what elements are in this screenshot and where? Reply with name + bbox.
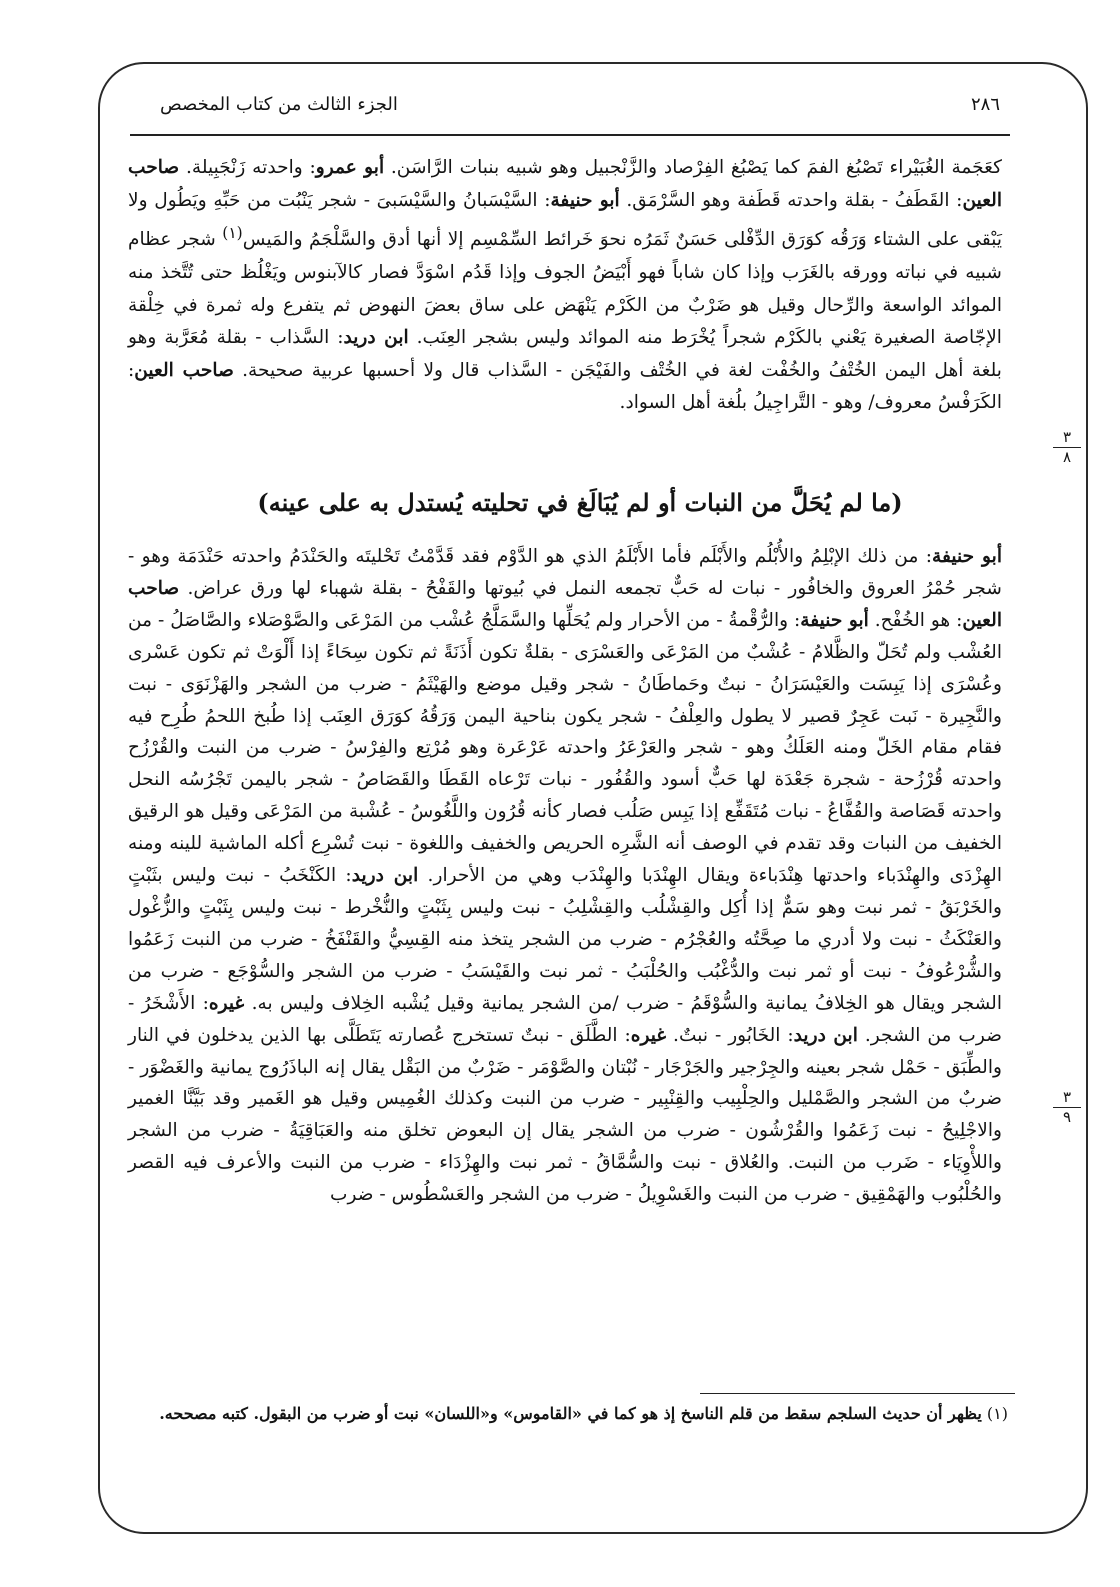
marker-volume: ٣ bbox=[1062, 428, 1072, 446]
text-run: : السَّيْسَبانُ والسَّيْسَبىَ - شجر يَنْبُت من حَبِّهِ ويَطُول ولا يَبْقى على الشتاء وَرَقُه كوَرَق الدِّفْلى حَسَنٌ ثَمَرُه نحوَ خَرائط السِّمْسِم إلا أنها أدق والسَّلْجَمُ والمَيس bbox=[128, 189, 1003, 251]
author-name: صاحب العين bbox=[128, 157, 1003, 211]
marker-page: ٨ bbox=[1062, 448, 1072, 466]
paragraph bbox=[128, 541, 1002, 1211]
author-name: صاحب العين bbox=[128, 577, 1002, 631]
margin-page-marker bbox=[1050, 430, 1084, 465]
text-run: : هو الخُفْح. bbox=[868, 609, 963, 631]
author-name: صاحب العين bbox=[134, 359, 234, 381]
marker-page: ٩ bbox=[1062, 1108, 1072, 1126]
text-run: : واحدته زَنْجَبِيلة. bbox=[179, 157, 316, 178]
footnote-rule bbox=[700, 1393, 1015, 1394]
footnote-text: يظهر أن حديث السلجم سقط من قلم الناسخ إذ هو كما في «القاموس» و«اللسان» نبت أو ضرب من البقول. كتبه مصححه. bbox=[159, 1404, 982, 1423]
marker-volume: ٣ bbox=[1062, 1088, 1072, 1106]
footnote-number: (١) bbox=[981, 1404, 1008, 1423]
author-name: أبو حنيفة bbox=[800, 609, 869, 631]
author-name: ابن دريد bbox=[793, 1024, 858, 1046]
text-run: : الخَابُور - نبتٌ. bbox=[666, 1024, 794, 1046]
author-name: أبو حنيفة bbox=[932, 546, 1002, 567]
text-run: : الطَّلَق - نبتٌ تستخرج عُصارته يَتَطَلَّى بها الذين يدخلون في النار والطِّبَق - حَمْل شجر بعينه والجِرْجير والجَرْجَار - نُبْتان والصَّوْمَر - ضَرْبٌ من البَقْل يقال إنه الباذَرُوج يمانية والغَضْوَر - ضربٌ من الشجر والصَّمْليل والحِلْبِيب والقِنْبِير - ضرب من النبت وكذلك الغُمِيس وقيل هو الغَمير وقد بَيَّنَّا الغمير والاجْلِيحُ - نبت زَعَمُوا والقُرْشُون - ضرب من الشجر يقال إن البعوض تخلق منه والعَبَاقِيَةُ - ضرب من الشجر واللأْوِيَاء - ضَرب من النبت. والعُلاق - نبت والسُّمَّاقُ - ثمر نبت والهِزْدَاء - ضرب من النبت والأعرف فيه القصر والحُلْبُوب والهَمْقِيق - ضرب من النبت والغَسْوِيلُ - ضرب من الشجر والعَسْطُوس - ضرب bbox=[128, 1024, 1002, 1206]
running-title: الجزء الثالث من كتاب المخصص bbox=[160, 94, 398, 115]
author-name: أبو حنيفة bbox=[550, 189, 620, 211]
author-name: ابن دريد bbox=[351, 865, 419, 887]
footnote bbox=[128, 1403, 1008, 1425]
text-run: : الأَشْخَرُ - ضرب من الشجر. bbox=[128, 992, 1002, 1046]
text-run: كعَجَمة الغُبَيْراء تَصْبُغ الفمَ كما يَصْبُغ الفِرْصاد والزَّنْجبيل وهو شبيه بنبات الرَّاسَن. bbox=[384, 157, 1002, 178]
author-name: أبو عمرو bbox=[315, 157, 385, 178]
margin-page-marker bbox=[1050, 1090, 1084, 1125]
page-header bbox=[140, 94, 1020, 130]
text-run: : من ذلك الإبْلِمُ والأُبْلُم والأَبْلَم فأما الأَبْلَمُ الذي هو الدَّوْم فقد قَدَّمْتُ تَحْليتَه والحَنْدَمُ واحدته حَنْدَمَة وهو - شجر حُمْرُ العروق والخافُور - نبات له حَبٌّ تجمعه النمل في بُيوتها والقَفْحُ - بقلة شهباء لها ورق عراض. bbox=[128, 546, 1002, 599]
header-rule bbox=[130, 134, 1010, 136]
author-name: ابن دريد bbox=[343, 327, 409, 349]
text-run: : القَطَفُ - بقلة واحدته قَطَفة وهو السَّرْمَق. bbox=[619, 189, 963, 211]
footnote-ref: (١) bbox=[222, 224, 243, 243]
text-run: : الكَنْخَبُ - نبت وليس بثَبْتٍ والخَرْبَقُ - ثمر نبت وهو سَمٌّ إذا أُكِل والقِشْلُب والقِشْلِبُ - نبت وليس بِثَبْتٍ والنُّخْرط - نبت وليس بِثَبْتٍ والزُّغْول والعَنْكَثُ - نبت ولا أدري ما صِحَّتُه والعُجْرُم - ضرب من الشجر يتخذ منه القِسِيُّ والقَنْفَخُ - ضرب من النبت زَعَمُوا والشُّرْعُوفُ - نبت أو ثمر نبت والدُّغْبُب والحُلْبَبُ - ثمر نبت والقَيْسَبُ - ضرب من الشجر والسُّوْجَع - ضرب من الشجر ويقال هو الخِلافُ يمانية والسُّوْقَمُ - ضرب /من الشجر يمانية وقيل يُشْبه الخِلاف وليس به. bbox=[128, 865, 1003, 1014]
author-name: غيره bbox=[630, 1024, 667, 1046]
paragraph bbox=[128, 152, 1002, 420]
text-run: : السَّذاب - بقلة مُعَرَّبة وهو بلغة أهل اليمن الخُتْفُ والخُفْت لغة في الخُتْف والفَيْجَن - السَّذاب قال ولا أحسبها عربية صحيحة. bbox=[128, 327, 1002, 381]
text-run: : والرُّقْمةُ - من الأحرار ولم يُحَلِّها والسَّمَلَّجُ عُشْب من المَرْعَى والصَّوْصَلاء والصَّاصَلُ - من العُشْب ولم تُحَلّ والظَّلامُ - عُشْبٌ من المَرْعَى والعَسْرَى - بقلةٌ تكون أَذَنَةً ثم تكون سِحَاءً إذا أَلْوَتْ ثم تكون عَسْرى وعُسْرَى إذا يَبِسَت والعَيْسَرَانُ - نبتٌ وحَماطَانُ - شجر وقيل موضع والهَيْثَمُ - ضرب من الشجر والهَزْنَوَى - نبت والنَّجِيرة - نَبت عَجِرٌ قصير لا يطول والعِلْفُ - شجر يكون بناحية اليمن وَرَقُهُ كوَرَق العِنَب إذا طُبخ اللحمُ طُرِح فيه فقام مقام الخَلّ ومنه العَلَكُ وهو - شجر والعَرْعَرُ واحدته عَرْعَرة وهو مُرْتِع والفِرْسُ - ضرب من النبت والقُرْزُح واحدته قُرْزُحة - شجرة جَعْدَة لها حَبٌّ أسود والقُفُور - نبات تَرْعاه القَطَا والقَصَاصُ - شجر باليمن تَجْرُسُه النحل واحدته قَصَاصة والقُفَّاعُ - نبات مُتَقَفِّع إذا يَبِس صَلُب فصار كأنه قُرُون واللَّغُوسُ - عُشْبة من المَرْعَى وقيل هو الرقيق الخفيف من النبات وقد تقدم في الوصف أنه الشَّرِه الحريص والخفيف واللغوة - نبت تُسْرِع أكله الماشية للينه ومنه الهِزْدَى والهِنْدَباء واحدتها هِنْدَباءة ويقال الهِنْدَبا والهِنْدَب وهي من الأحرار. bbox=[128, 609, 1002, 887]
text-run: شجر عظام شبيه في نباته وورقه بالغَرَب وإذا كان شاباً فهو أَبْيَضُ الجوف وإذا قَدُم اسْوَدَّ فصار كالآبنوس ويَغْلُظ حتى تُتَّخذ منه الموائد الواسعة والرِّحال وقيل هو ضَرْبٌ من الكَرْم يَنْهَض على ساق بعضَ النهوض ثم يتفرع وله ثمرة في خِلْقة الإجّاصة الصغيرة يَعْني بالكَرْم شجراً يُخْرَط منه الموائد وليس بشجر العِنَب. bbox=[128, 229, 1002, 349]
text-block-bottom bbox=[128, 541, 1002, 1211]
author-name: غيره bbox=[208, 992, 245, 1014]
section-heading: (ما لم يُحَلَّ من النبات أو لم يُبَالَغ في تحليته يُستدل به على عينه) bbox=[257, 488, 903, 517]
page-number: ٢٨٦ bbox=[970, 94, 1000, 115]
text-block-top bbox=[128, 152, 1002, 420]
text-run: : الكَرَفْسُ معروف/ وهو - التَّراجِيلُ بلُغة أهل السواد. bbox=[128, 359, 1002, 414]
